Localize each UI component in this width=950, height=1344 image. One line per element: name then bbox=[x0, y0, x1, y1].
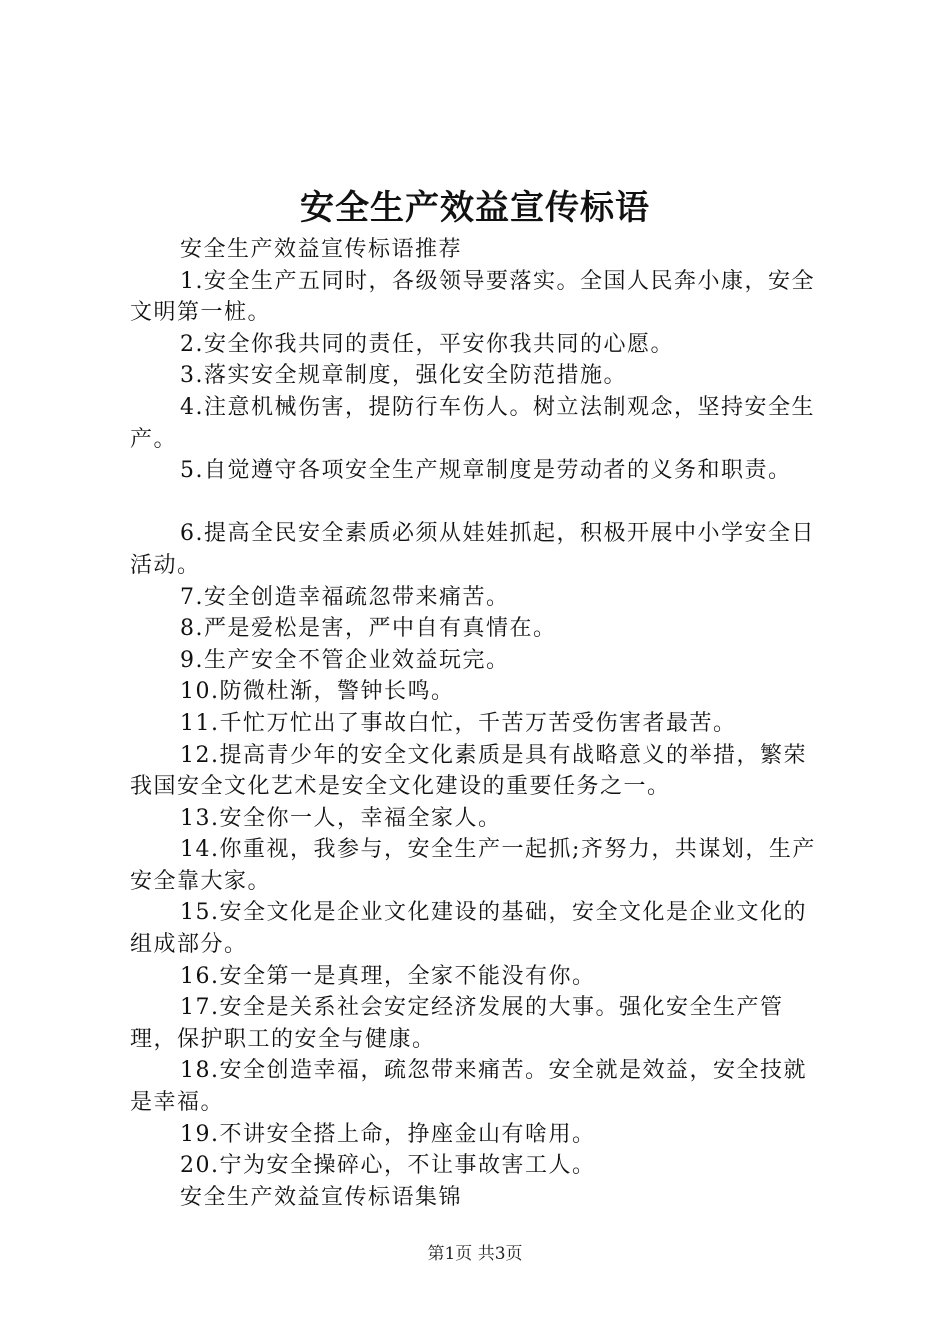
slogan-item: 18.安全创造幸福，疏忽带来痛苦。安全就是效益，安全技就是幸福。 bbox=[130, 1058, 807, 1116]
slogan-item: 11.千忙万忙出了事故白忙，千苦万苦受伤害者最苦。 bbox=[180, 710, 737, 736]
slogan-item: 16.安全第一是真理，全家不能没有你。 bbox=[180, 963, 596, 989]
document-title: 安全生产效益宣传标语 bbox=[300, 188, 650, 228]
slogan-item: 10.防微杜渐，警钟长鸣。 bbox=[180, 679, 455, 705]
slogan-item: 6.提高全民安全素质必须从娃娃抓起，积极开展中小学安全日活动。 bbox=[130, 521, 815, 578]
slogan-item: 17.安全是关系社会安定经济发展的大事。强化安全生产管理，保护职工的安全与健康。 bbox=[130, 995, 784, 1052]
document-body bbox=[130, 234, 830, 1213]
section-heading: 安全生产效益宣传标语集锦 bbox=[180, 1184, 463, 1210]
slogan-item: 19.不讲安全搭上命，挣座金山有啥用。 bbox=[180, 1121, 596, 1147]
slogan-item: 20.宁为安全操碎心，不让事故害工人。 bbox=[180, 1153, 596, 1179]
section-heading: 安全生产效益宣传标语推荐 bbox=[180, 237, 463, 262]
slogan-item: 13.安全你一人，幸福全家人。 bbox=[180, 805, 502, 831]
slogan-item: 7.安全创造幸福疏忽带来痛苦。 bbox=[180, 584, 510, 610]
page-footer: 第1页 共3页 bbox=[427, 1244, 523, 1264]
slogan-item: 9.生产安全不管企业效益玩完。 bbox=[180, 647, 510, 673]
slogan-item: 15.安全文化是企业文化建设的基础，安全文化是企业文化的组成部分。 bbox=[130, 900, 807, 958]
slogan-item: 12.提高青少年的安全文化素质是具有战略意义的举措，繁荣我国安全文化艺术是安全文化建设的重要任务之一。 bbox=[130, 742, 807, 800]
slogan-item: 2.安全你我共同的责任，平安你我共同的心愿。 bbox=[180, 331, 674, 357]
slogan-item: 8.严是爱松是害，严中自有真情在。 bbox=[180, 616, 557, 642]
slogan-item: 1.安全生产五同时，各级领导要落实。全国人民奔小康，安全文明第一桩。 bbox=[130, 268, 815, 326]
slogan-item: 5.自觉遵守各项安全生产规章制度是劳动者的义务和职责。 bbox=[180, 458, 792, 484]
paragraph-gap bbox=[130, 487, 830, 519]
slogan-item: 14.你重视，我参与，安全生产一起抓;齐努力，共谋划，生产安全靠大家。 bbox=[130, 837, 816, 894]
slogan-item: 4.注意机械伤害，提防行车伤人。树立法制观念，坚持安全生产。 bbox=[130, 394, 815, 452]
slogan-item: 3.落实安全规章制度，强化安全防范措施。 bbox=[180, 363, 627, 389]
